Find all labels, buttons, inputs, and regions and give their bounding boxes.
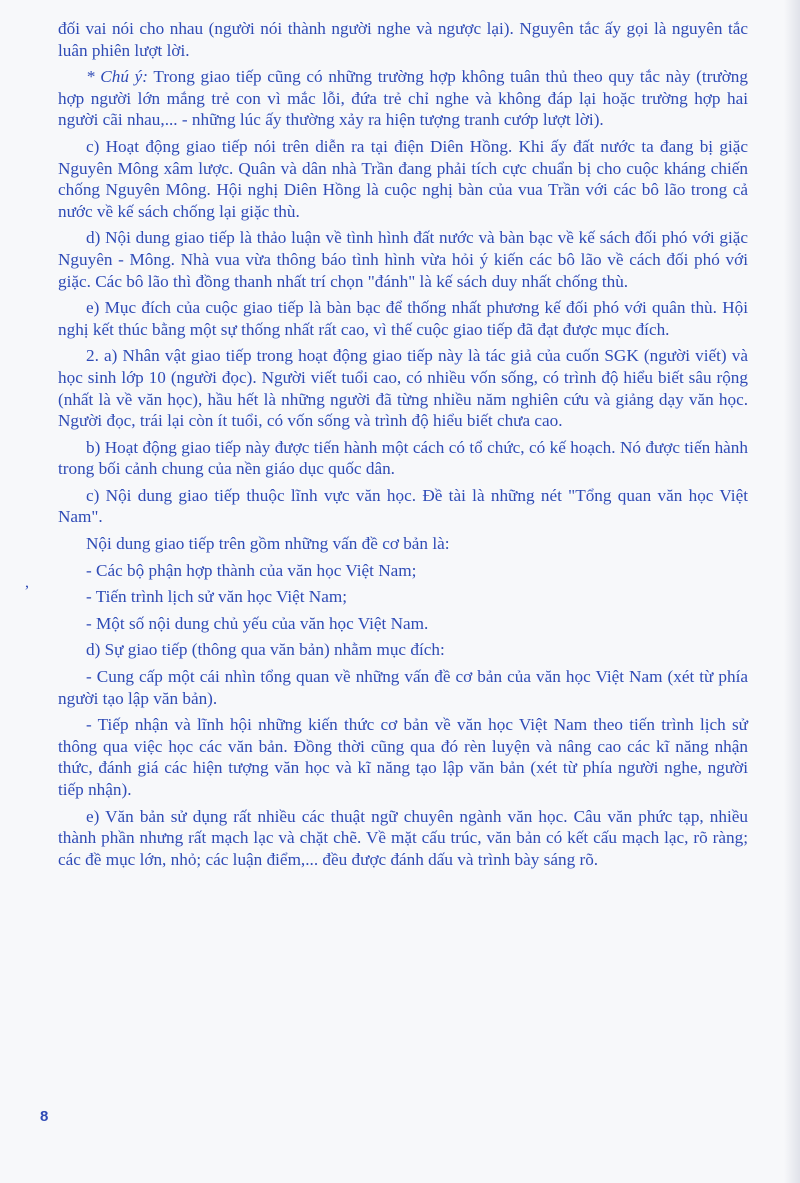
note-text: Trong giao tiếp cũng có những trường hợp không tuân thủ theo quy tắc này (trường hợp người lớn mắng trẻ con vì mắc lỗi, đứa trẻ chỉ nghe và không đáp lại hoặc trường hợp hai người cãi nhau,... - những lúc ấy thường xảy ra hiện tượng tranh cướp lượt lời).	[58, 67, 748, 130]
page-number: 8	[40, 1108, 49, 1125]
stray-mark: ,	[25, 574, 29, 591]
paragraph-e-purpose: e) Mục đích của cuộc giao tiếp là bàn bạc để thống nhất phương kế đối phó với quân thù. Hội nghị kết thúc bằng một sự thống nhất rất cao, vì thế cuộc giao tiếp đã đạt được mục đích.	[58, 298, 748, 339]
list-item: - Một số nội dung chủ yếu của văn học Việt Nam.	[86, 613, 429, 633]
paragraph-note	[58, 66, 748, 131]
list-item: - Cung cấp một cái nhìn tổng quan về những vấn đề cơ bản của văn học Việt Nam (xét từ phía người tạo lập văn bản).	[58, 667, 748, 708]
document-body	[58, 18, 748, 875]
paragraph-2b-organization: b) Hoạt động giao tiếp này được tiến hành một cách có tổ chức, có kế hoạch. Nó được tiến hành trong bối cảnh chung của nền giáo dục quốc dân.	[58, 437, 748, 479]
paragraph-2a-participants: 2. a) Nhân vật giao tiếp trong hoạt động giao tiếp này là tác giả của cuốn SGK (người viết) và học sinh lớp 10 (người đọc). Người viết tuổi cao, có nhiều vốn sống, có trình độ hiểu biết sâu rộng (nhất là về văn học), hầu hết là những người đã từng nhiều năm nghiên cứu và giảng dạy văn học. Người đọc, trái lại còn ít tuổi, có vốn sống và trình độ hiểu biết chưa cao.	[58, 346, 748, 431]
list-item: - Các bộ phận hợp thành của văn học Việt Nam;	[86, 560, 417, 580]
page-edge-shadow	[784, 0, 800, 1183]
paragraph-2c-topic: c) Nội dung giao tiếp thuộc lĩnh vực văn học. Đề tài là những nét "Tổng quan văn học Việt Nam".	[58, 485, 748, 527]
list-item: - Tiến trình lịch sử văn học Việt Nam;	[86, 587, 347, 607]
note-label: * Chú ý:	[86, 67, 149, 87]
paragraph-d-content: d) Nội dung giao tiếp là thảo luận về tình hình đất nước và bàn bạc về kế sách đối phó với giặc Nguyên - Mông. Nhà vua vừa thông báo tình hình vừa hỏi ý kiến các bô lão về cách đối phó với giặc. Các bô lão thì đồng thanh nhất trí chọn "đánh" là kế sách duy nhất chống thù.	[58, 228, 748, 291]
paragraph-2d-purpose: d) Sự giao tiếp (thông qua văn bản) nhằm mục đích:	[86, 640, 445, 660]
paragraph-content-intro: Nội dung giao tiếp trên gồm những vấn đề cơ bản là:	[86, 534, 450, 554]
paragraph-c-context: c) Hoạt động giao tiếp nói trên diễn ra tại điện Diên Hồng. Khi ấy đất nước ta đang bị giặc Nguyên Mông xâm lược. Quân và dân nhà Trần đang phải tích cực chuẩn bị cho cuộc kháng chiến chống Nguyên Mông. Hội nghị Diên Hồng là cuộc nghị bàn của vua Trần với các bô lão trong cả nước về kế sách chống lại giặc thù.	[58, 136, 748, 221]
paragraph-2e-language: e) Văn bản sử dụng rất nhiều các thuật ngữ chuyên ngành văn học. Câu văn phức tạp, nhiều thành phần nhưng rất mạch lạc và chặt chẽ. Về mặt cấu trúc, văn bản có kết cấu mạch lạc, rõ ràng; các đề mục lớn, nhỏ; các luận điểm,... đều được đánh dấu và trình bày sáng rõ.	[58, 806, 748, 869]
paragraph-intro-continuation: đối vai nói cho nhau (người nói thành người nghe và ngược lại). Nguyên tắc ấy gọi là nguyên tắc luân phiên lượt lời.	[58, 19, 748, 60]
list-item: - Tiếp nhận và lĩnh hội những kiến thức cơ bản về văn học Việt Nam theo tiến trình lịch sử thông qua việc học các văn bản. Đồng thời cũng qua đó rèn luyện và nâng cao các kĩ năng nhận thức, đánh giá các hiện tượng văn học và kĩ năng tạo lập văn bản (xét từ phía người nghe, người tiếp nhận).	[58, 715, 748, 799]
